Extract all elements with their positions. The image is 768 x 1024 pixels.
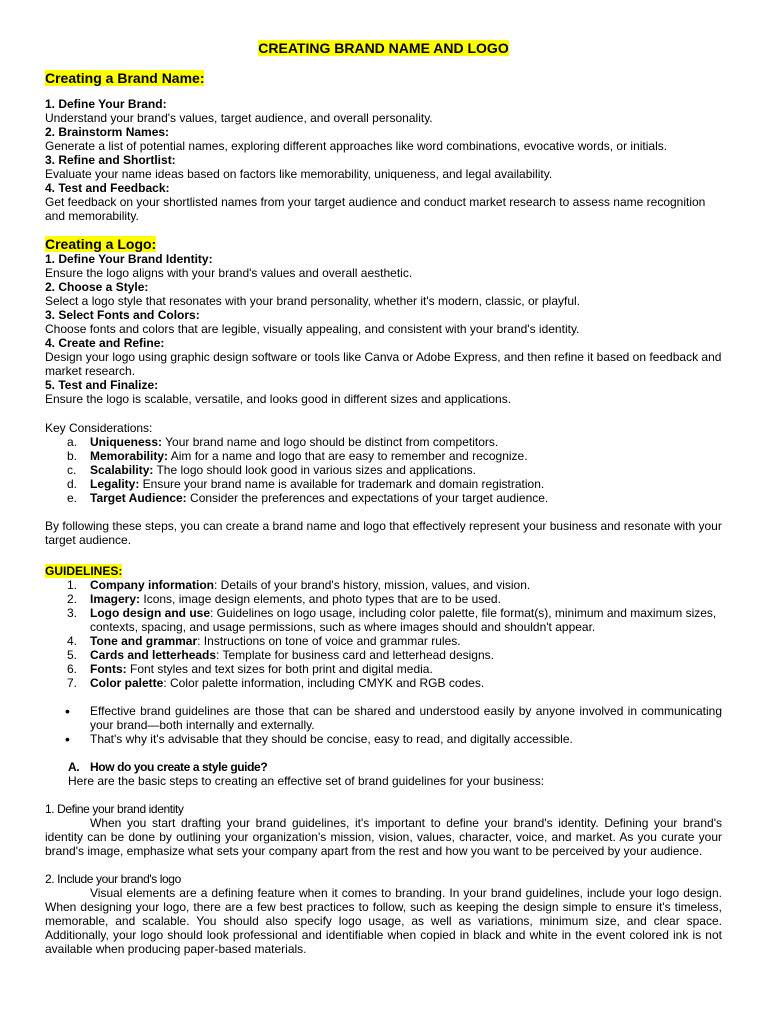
logo-step-text: Choose fonts and colors that are legible, visually appealing, and consistent with your brand's identity. [45, 322, 580, 336]
style-guide-heading: How do you create a style guide? [90, 760, 268, 774]
list-term: Fonts: [90, 662, 127, 676]
logo-step-text: Design your logo using graphic design software or tools like Canva or Adobe Express, and then refine it based on feedback and market research. [45, 350, 722, 378]
brand-step-title: 3. Refine and Shortlist: [45, 153, 176, 167]
logo-heading: Creating a Logo: [45, 236, 157, 252]
bullet-item [45, 732, 722, 746]
list-item [45, 676, 722, 690]
guidelines-list [45, 578, 722, 690]
guidelines-heading-row [45, 564, 722, 578]
list-text: Icons, image design elements, and photo types that are to be used. [140, 592, 501, 606]
style-guide-section-text: Visual elements are a defining feature when it comes to branding. In your brand guidelines, include your logo design. When designing your logo, there are a few best practices to follow, such as keeping the design simple to ensure it's timeless, memorable, and scalable. You should also specify logo usage, as well as variations, minimum size, and clear space. Additionally, your logo should look professional and identifiable when copied in black and white in the event colored ink is not available when producing paper-based materials. [45, 886, 722, 956]
list-item [45, 578, 722, 592]
style-guide-heading-row [45, 760, 722, 774]
guidelines-bullets [45, 704, 722, 746]
list-term: Scalability: [90, 463, 154, 477]
list-text: : Details of your brand's history, mission, values, and vision. [214, 578, 531, 592]
list-text: Font styles and text sizes for both print and digital media. [126, 662, 433, 676]
list-marker: 4. [67, 634, 78, 648]
logo-step-title: 2. Choose a Style: [45, 280, 149, 294]
document-title-row [45, 40, 722, 56]
list-marker: 6. [67, 662, 78, 676]
list-term: Tone and grammar [90, 634, 198, 648]
brand-name-steps [45, 97, 722, 223]
list-text: The logo should look good in various sizes and applications. [153, 463, 477, 477]
list-text: : Template for business card and letterhead designs. [216, 648, 494, 662]
style-guide-section-title: 2. Include your brand's logo [45, 872, 181, 886]
bullet-dot-icon: • [65, 731, 70, 747]
list-item [45, 592, 722, 606]
list-term: Legality: [90, 477, 140, 491]
list-item [45, 648, 722, 662]
list-term: Imagery: [90, 592, 141, 606]
list-term: Cards and letterheads [90, 648, 217, 662]
brand-step-title: 1. Define Your Brand: [45, 97, 167, 111]
list-marker: a. [67, 435, 78, 449]
logo-step-text: Ensure the logo is scalable, versatile, and looks good in different sizes and applications. [45, 392, 512, 406]
document-title: CREATING BRAND NAME AND LOGO [258, 40, 509, 56]
list-term: Company information [90, 578, 215, 592]
list-text: Ensure your brand name is available for trademark and domain registration. [139, 477, 545, 491]
key-considerations-list [45, 435, 722, 505]
conclusion-paragraph: By following these steps, you can create a brand name and logo that effectively represent your business and resonate with your target audience. [45, 519, 722, 547]
logo-step-title: 3. Select Fonts and Colors: [45, 308, 200, 322]
list-term: Target Audience: [90, 491, 187, 505]
list-text: Aim for a name and logo that are easy to remember and recognize. [168, 449, 528, 463]
brand-step-title: 2. Brainstorm Names: [45, 125, 170, 139]
logo-step-text: Ensure the logo aligns with your brand's values and overall aesthetic. [45, 266, 413, 280]
list-item [45, 662, 722, 676]
list-item [45, 477, 722, 491]
list-item [45, 634, 722, 648]
style-guide-section-text: When you start drafting your brand guidelines, it's important to define your brand's identity. Defining your brand's identity can be done by outlining your organization's mission, vision, values, character, voice, and market. As you curate your brand's image, emphasize what sets your company apart from the rest and how you want to be perceived by your audience. [45, 816, 722, 858]
guidelines-heading: GUIDELINES: [45, 564, 123, 578]
key-considerations-label: Key Considerations: [45, 421, 153, 435]
list-marker: c. [67, 463, 77, 477]
logo-step-title: 1. Define Your Brand Identity: [45, 252, 213, 266]
list-marker: 1. [67, 578, 78, 592]
brand-step-text: Generate a list of potential names, exploring different approaches like word combinations, evocative words, or initials. [45, 139, 668, 153]
list-item [45, 606, 722, 634]
list-marker: 3. [67, 606, 78, 620]
list-marker: e. [67, 491, 78, 505]
list-text: : Guidelines on logo usage, including color palette, file format(s), minimum and maximum sizes, contexts, spacing, and usage permissions, such as where images should and shouldn't appear. [90, 606, 717, 634]
brand-step-text: Evaluate your name ideas based on factors like memorability, uniqueness, and legal availability. [45, 167, 553, 181]
list-item [45, 463, 722, 477]
brand-step-text: Get feedback on your shortlisted names from your target audience and conduct market research to assess name recognition and memorability. [45, 195, 706, 223]
bullet-dot-icon: • [65, 703, 70, 719]
list-item [45, 449, 722, 463]
style-guide-intro: Here are the basic steps to creating an effective set of brand guidelines for your business: [68, 774, 545, 788]
list-text: : Color palette information, including CMYK and RGB codes. [163, 676, 485, 690]
list-term: Logo design and use [90, 606, 211, 620]
brand-step-text: Understand your brand's values, target audience, and overall personality. [45, 111, 433, 125]
list-marker: 2. [67, 592, 78, 606]
list-text: Consider the preferences and expectations of your target audience. [186, 491, 549, 505]
brand-name-heading: Creating a Brand Name: [45, 70, 205, 86]
list-marker: 7. [67, 676, 78, 690]
logo-step-title: 4. Create and Refine: [45, 336, 165, 350]
list-text: : Instructions on tone of voice and grammar rules. [197, 634, 461, 648]
logo-step-text: Select a logo style that resonates with your brand personality, whether it's modern, classic, or playful. [45, 294, 580, 308]
style-guide-section-title: 1. Define your brand identity [45, 802, 184, 816]
list-term: Memorability: [90, 449, 169, 463]
style-guide-heading-marker: A. [68, 760, 80, 774]
list-text: Your brand name and logo should be distinct from competitors. [162, 435, 499, 449]
bullet-item [45, 704, 722, 732]
logo-steps [45, 252, 722, 406]
bullet-text: That's why it's advisable that they should be concise, easy to read, and digitally accessible. [90, 732, 573, 746]
document-content [45, 40, 722, 956]
list-term: Uniqueness: [90, 435, 163, 449]
list-marker: d. [67, 477, 78, 491]
logo-step-title: 5. Test and Finalize: [45, 378, 159, 392]
list-marker: 5. [67, 648, 78, 662]
list-item [45, 435, 722, 449]
list-item [45, 491, 722, 505]
list-term: Color palette [90, 676, 164, 690]
list-marker: b. [67, 449, 78, 463]
logo-heading-row [45, 236, 722, 252]
brand-step-title: 4. Test and Feedback: [45, 181, 170, 195]
bullet-text: Effective brand guidelines are those that can be shared and understood easily by anyone involved in communicating your brand—both internally and externally. [90, 704, 722, 732]
brand-name-heading-row [45, 70, 722, 86]
